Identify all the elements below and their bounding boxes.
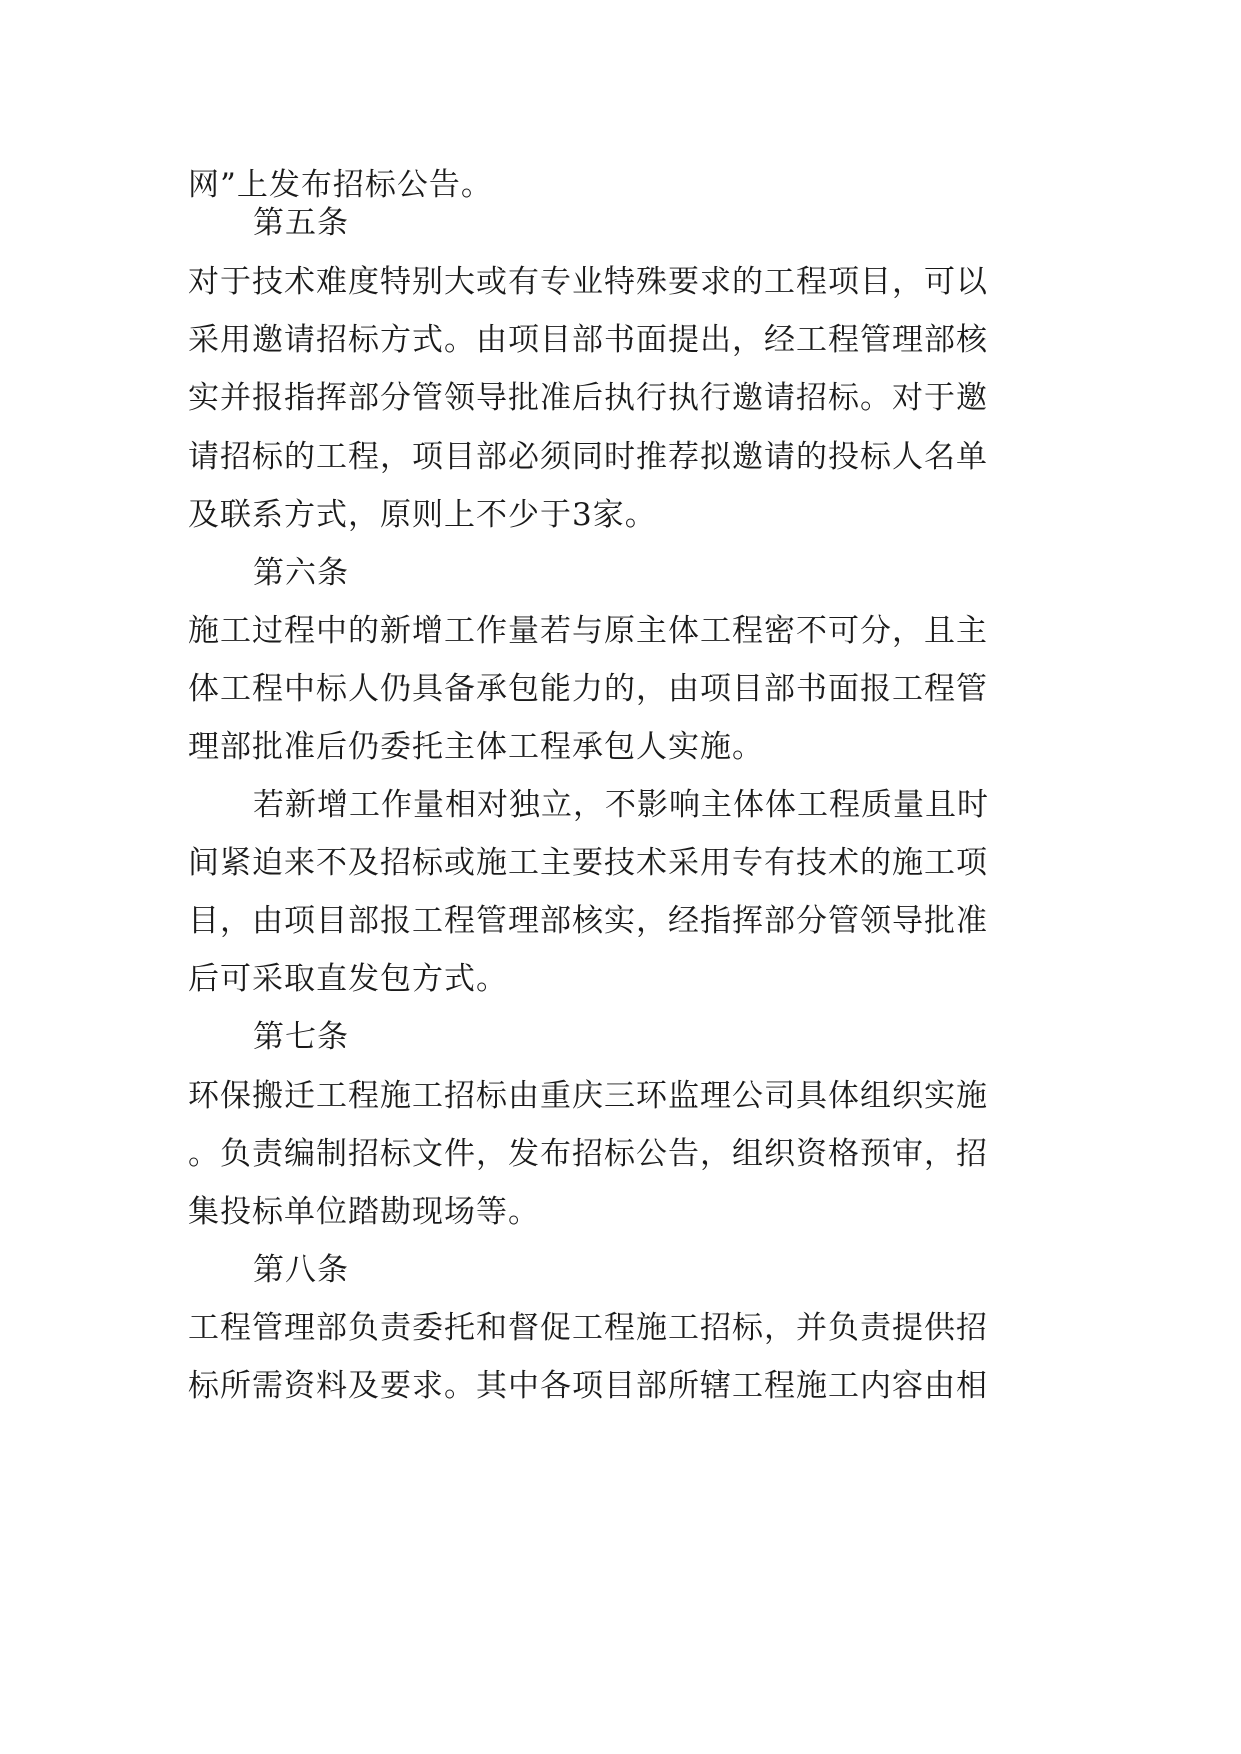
text-line: 目，由项目部报工程管理部核实，经指挥部分管领导批准: [188, 903, 988, 939]
text-line: 采用邀请招标方式。由项目部书面提出，经工程管理部核: [188, 322, 988, 358]
article-heading-7: 第七条: [253, 1019, 349, 1055]
article-heading-6: 第六条: [253, 555, 349, 591]
text-line: 。负责编制招标文件，发布招标公告，组织资格预审，招: [188, 1136, 988, 1172]
text-line: 网”上发布招标公告。: [188, 167, 493, 203]
text-line: 体工程中标人仍具备承包能力的，由项目部书面报工程管: [188, 671, 988, 707]
text-line: 后可采取直发包方式。: [188, 961, 508, 997]
text-line: 请招标的工程，项目部必须同时推荐拟邀请的投标人名单: [188, 439, 988, 475]
text-line: 环保搬迁工程施工招标由重庆三环监理公司具体组织实施: [188, 1078, 988, 1114]
text-line: 工程管理部负责委托和督促工程施工招标，并负责提供招: [188, 1310, 988, 1346]
article-heading-5: 第五条: [253, 205, 349, 241]
text-line: 实并报指挥部分管领导批准后执行执行邀请招标。对于邀: [188, 380, 988, 416]
text-line: 集投标单位踏勘现场等。: [188, 1194, 540, 1230]
text-line: 间紧迫来不及招标或施工主要技术采用专有技术的施工项: [188, 845, 988, 881]
text-line: 施工过程中的新增工作量若与原主体工程密不可分，且主: [188, 613, 988, 649]
text-line: 理部批准后仍委托主体工程承包人实施。: [188, 729, 764, 765]
text-line: 标所需资料及要求。其中各项目部所辖工程施工内容由相: [188, 1368, 988, 1404]
paragraph-first-line: 若新增工作量相对独立，不影响主体体工程质量且时: [253, 787, 989, 823]
text-line: 对于技术难度特别大或有专业特殊要求的工程项目，可以: [188, 264, 988, 300]
article-heading-8: 第八条: [253, 1252, 349, 1288]
text-line: 及联系方式，原则上不少于3家。: [188, 497, 657, 533]
